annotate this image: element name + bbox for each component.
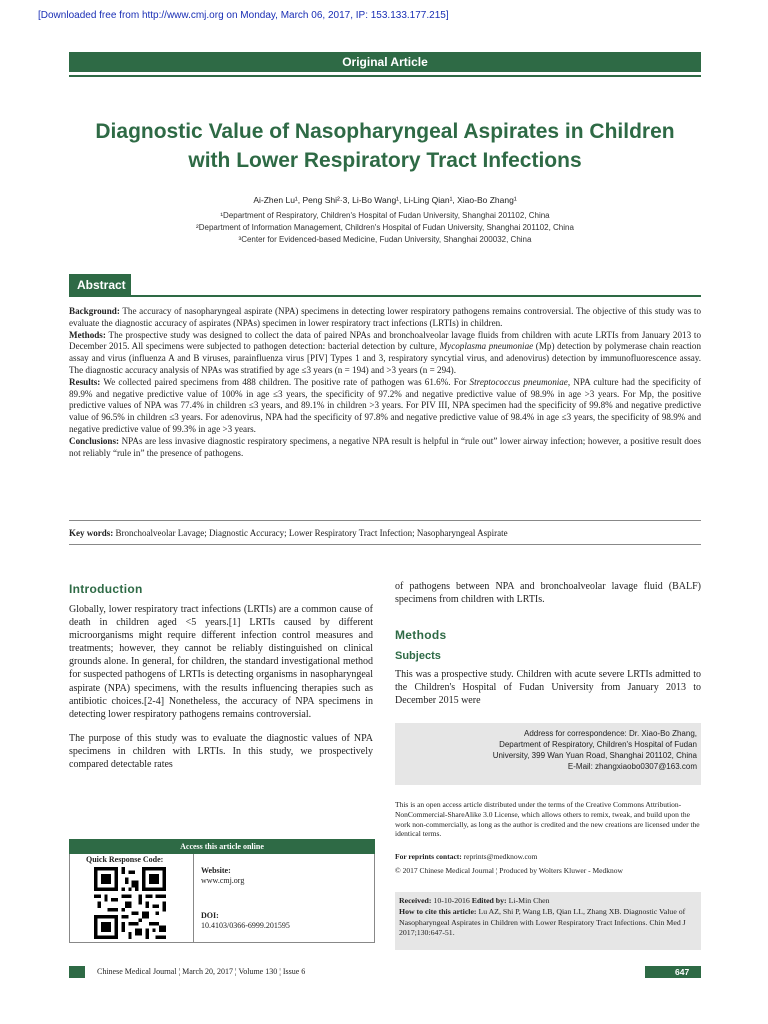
doi-link[interactable]: 10.4103/0366-6999.201595 — [201, 921, 290, 930]
article-title — [69, 117, 701, 175]
abstract-heading: Abstract — [69, 274, 131, 296]
footer-journal-info: Chinese Medical Journal ¦ March 20, 2017 ¦ Volume 130 ¦ Issue 6 — [97, 967, 306, 976]
abstract-results: Results: We collected paired specimens from 488 children. The positive rate of pathogen was 61.6%. For Streptococcus pneumoniae, NPA culture had the specificity of 89.9% and negative predictive value of 100% in age ≤3 years, the specificity of 97.2% and negative predictive value of 98.9% in age >3 years. For Mp, the positive predictive values of NPA was 77.4% in children ≤3 years, and 89.1% in children >3 years. For PIV III, NPA specimen had the specificity of 99.8% and negative predictive value of 96.5% in children ≤3 years. For adenovirus, NPA had the specificity of 97.8% and negative predictive value of 98.4% in age ≤3 years, the specificity of 98.9% and negative predictive value of 99.3% in age >3 years. — [69, 376, 701, 434]
introduction-heading: Introduction — [69, 582, 143, 596]
correspondence-text: Address for correspondence: Dr. Xiao-Bo Zhang, Department of Respiratory, Children's Hospital of Fudan University, 399 Wan Yuan Road, Shanghai 201102, China E-Mail: zhangxiaobo0307@163.com — [492, 729, 697, 771]
affiliation-2: ²Department of Information Management, Children's Hospital of Fudan University, Shanghai 201102, China — [196, 223, 574, 232]
qr-label: Quick Response Code: — [86, 855, 164, 864]
subjects-body: This was a prospective study. Children with acute severe LRTIs admitted to the Children's Hospital of Fudan University from January 2013 to December 2015 were — [395, 669, 701, 707]
title-line-1: Diagnostic Value of Nasopharyngeal Aspirates in Children — [95, 120, 675, 143]
website: Website: www.cmj.org — [201, 866, 245, 885]
copyright: © 2017 Chinese Medical Journal ¦ Produced by Wolters Kluwer - Medknow — [395, 866, 623, 875]
website-link[interactable]: www.cmj.org — [201, 876, 245, 885]
introduction-body — [69, 603, 373, 771]
affiliation-3: ³Center for Evidenced-based Medicine, Fudan University, Shanghai 200032, China — [238, 235, 532, 244]
access-online-heading: Access this article online — [69, 839, 375, 854]
affiliation-1: ¹Department of Respiratory, Children's Hospital of Fudan University, Shanghai 201102, China — [220, 211, 550, 220]
abstract-methods: Methods: The prospective study was designed to collect the data of paired NPAs and bronchoalveolar lavage fluids from children with acute LRTIs from January 2013 to December 2015. All specimens were subjected to pathogen detection: bacterial detection by culture, Mycoplasma pneumoniae (Mp) detection by polymerase chain reaction assay and virus (influenza A and B viruses, parainfluenza virus [PIV] Types 1 and 3, respiratory syncytial virus, and adenovirus) detection by immunofluorescence assay. The diagnostic accuracy analysis of NPAs was stratified by age ≤3 years (n = 194) and >3 years (n = 294). — [69, 329, 701, 375]
intro-paragraph-1: Globally, lower respiratory tract infections (LRTIs) are a common cause of death in children aged <5 years.[1] LRTIs caused by different microorganisms might require different infection control measures and treatments; however, they cannot be reliably distinguished on clinical grounds alone. In general, for children, the standard investigational method for suspected pathogens of LRTIs is detecting organisms in nasopharyngeal aspirate (NPA) specimens, with the results influencing therapies such as antibiotic choices.[2-4] Nonetheless, the accuracy of NPA specimens in detecting lower respiratory pathogens remains controversial. — [69, 604, 373, 720]
reprints-contact: For reprints contact: reprints@medknow.com — [395, 852, 538, 861]
citation-text: Received: 10-10-2016 Edited by: Li-Min Chen How to cite this article: Lu AZ, Shi P, Wang LB, Qian LL, Zhang XB. Diagnostic Value of Nasopharyngeal Aspirates in Children with Lower Respiratory Tract Infections. Chin Med J 2017;130:647-51. — [399, 896, 686, 938]
abstract-conclusions: Conclusions: NPAs are less invasive diagnostic respiratory specimens, a negative NPA result is helpful in “rule out” lower airway infection; however, a positive result does not reliably “rule in” the presence of pathogens. — [69, 435, 701, 458]
keywords-top-rule — [69, 520, 701, 521]
access-divider — [193, 854, 194, 943]
abstract-rule — [69, 295, 701, 297]
abstract-body — [69, 306, 701, 459]
article-type-banner: Original Article — [69, 52, 701, 72]
page-number: 647 — [675, 967, 690, 977]
authors: Ai-Zhen Lu¹, Peng Shi²·3, Li-Bo Wang¹, Li-Ling Qian¹, Xiao-Bo Zhang¹ — [253, 195, 517, 205]
abstract-background: Background: The accuracy of nasopharyngeal aspirate (NPA) specimens in detecting lower respiratory pathogens remains controversial. The objective of this study was to evaluate the diagnostic accuracy of aspirates (NPAs) specimen in lower respiratory tract infections (LRTIs) in children. — [69, 306, 701, 328]
keywords-bottom-rule — [69, 544, 701, 545]
download-note: [Downloaded free from http://www.cmj.org on Monday, March 06, 2017, IP: 153.133.177.215] — [38, 10, 449, 21]
title-line-2: with Lower Respiratory Tract Infections — [188, 149, 582, 172]
qr-code-icon[interactable] — [94, 867, 166, 939]
right-column-paragraph: of pathogens between NPA and bronchoalveolar lavage fluid (BALF) specimens from children with LRTIs. — [395, 581, 701, 606]
doi: DOI: 10.4103/0366-6999.201595 — [201, 911, 290, 930]
banner-rule — [69, 75, 701, 77]
license-text: This is an open access article distributed under the terms of the Creative Commons Attribution-NonCommercial-ShareAlike 3.0 License, which allows others to remix, tweak, and build upon the work non-commercially, as long as the author is credited and the new creations are licensed under the identical terms. — [395, 800, 700, 839]
subjects-heading: Subjects — [395, 650, 441, 662]
intro-paragraph-2: The purpose of this study was to evaluate the diagnostic values of NPA specimens in children with LRTIs. In this study, we prospectively compared detectable rates — [69, 732, 373, 771]
keywords: Key words: Bronchoalveolar Lavage; Diagnostic Accuracy; Lower Respiratory Tract Infection; Nasopharyngeal Aspirate — [69, 528, 508, 538]
methods-heading: Methods — [395, 628, 447, 642]
